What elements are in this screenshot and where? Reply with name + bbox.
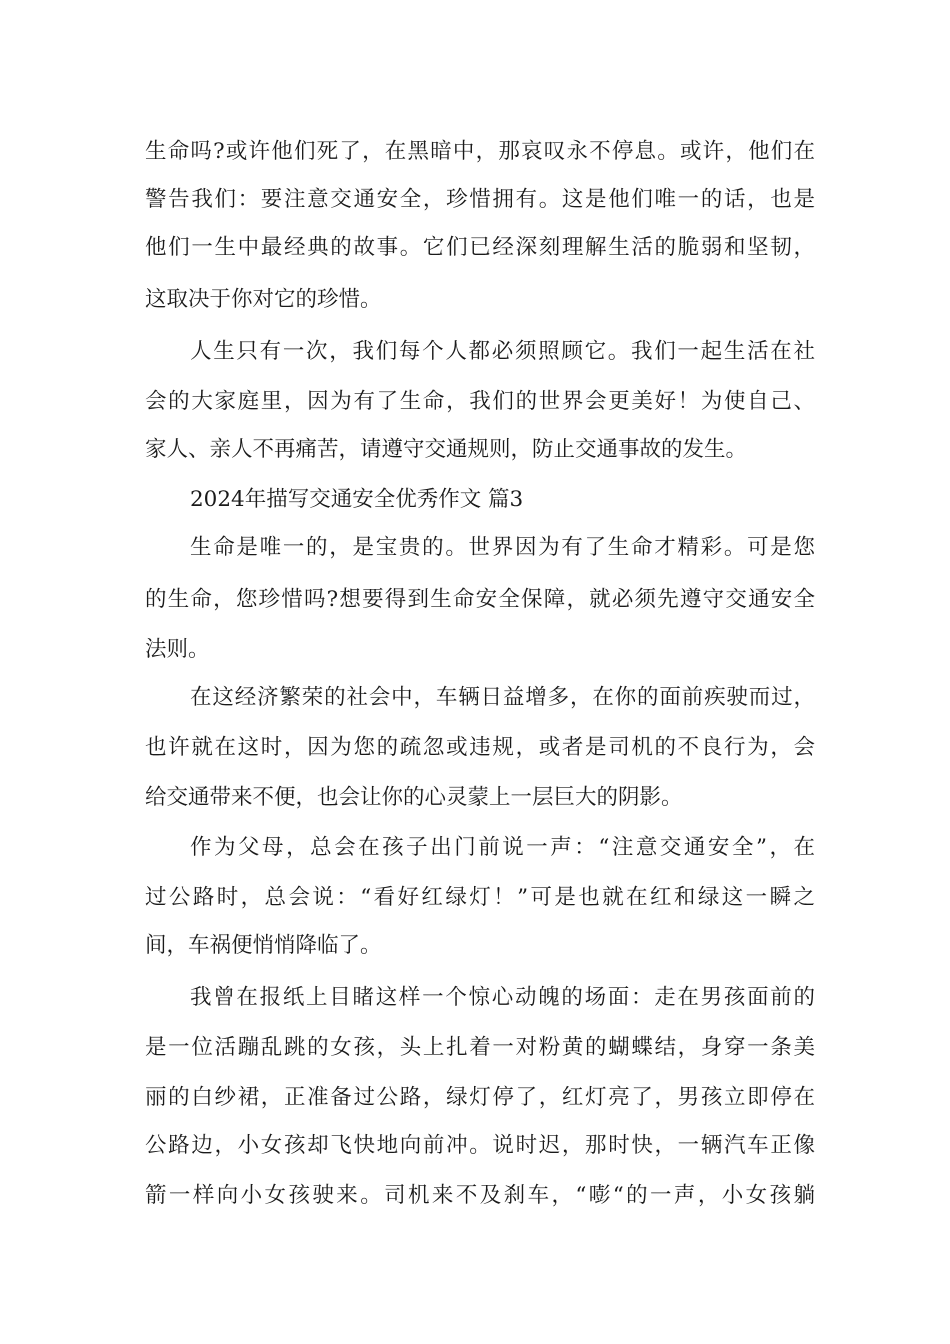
text-line: 公路边，小女孩却飞快地向前冲。说时迟，那时快，一辆汽车正像 [145, 1133, 815, 1158]
text-line: 作为父母，总会在孩子出门前说一声：“注意交通安全”，在 [190, 835, 815, 860]
text-line: 在这经济繁荣的社会中，车辆日益增多，在你的面前疾驶而过， [190, 685, 815, 710]
text-line: 生命是唯一的，是宝贵的。世界因为有了生命才精彩。可是您 [190, 535, 815, 560]
text-line: 人生只有一次，我们每个人都必须照顾它。我们一起生活在社 [190, 339, 815, 364]
text-line: 他们一生中最经典的故事。它们已经深刻理解生活的脆弱和坚韧， [145, 235, 815, 260]
text-line: 间，车祸便悄悄降临了。 [145, 933, 382, 958]
text-line: 我曾在报纸上目睹这样一个惊心动魄的场面：走在男孩面前的 [190, 985, 815, 1010]
text-line: 法则。 [145, 637, 210, 662]
text-line: 的生命，您珍惜吗?想要得到生命安全保障，就必须先遵守交通安全 [145, 587, 815, 612]
text-line: 给交通带来不便，也会让你的心灵蒙上一层巨大的阴影。 [145, 785, 683, 810]
text-line: 箭一样向小女孩驶来。司机来不及刹车，“嘭“的一声，小女孩躺 [145, 1183, 815, 1208]
section-heading: 2024年描写交通安全优秀作文 篇3 [190, 487, 524, 512]
text-line: 生命吗?或许他们死了，在黑暗中，那哀叹永不停息。或许，他们在 [145, 139, 815, 164]
text-line: 警告我们：要注意交通安全，珍惜拥有。这是他们唯一的话，也是 [145, 187, 815, 212]
text-line: 这取决于你对它的珍惜。 [145, 287, 382, 312]
text-line: 丽的白纱裙，正准备过公路，绿灯停了，红灯亮了，男孩立即停在 [145, 1085, 815, 1110]
text-line: 是一位活蹦乱跳的女孩，头上扎着一对粉黄的蝴蝶结，身穿一条美 [145, 1035, 815, 1060]
text-line: 会的大家庭里，因为有了生命，我们的世界会更美好！为使自己、 [145, 389, 815, 414]
text-line: 也许就在这时，因为您的疏忽或违规，或者是司机的不良行为，会 [145, 735, 815, 760]
text-line: 过公路时，总会说：“看好红绿灯！”可是也就在红和绿这一瞬之 [145, 885, 815, 910]
text-line: 家人、亲人不再痛苦，请遵守交通规则，防止交通事故的发生。 [145, 437, 748, 462]
